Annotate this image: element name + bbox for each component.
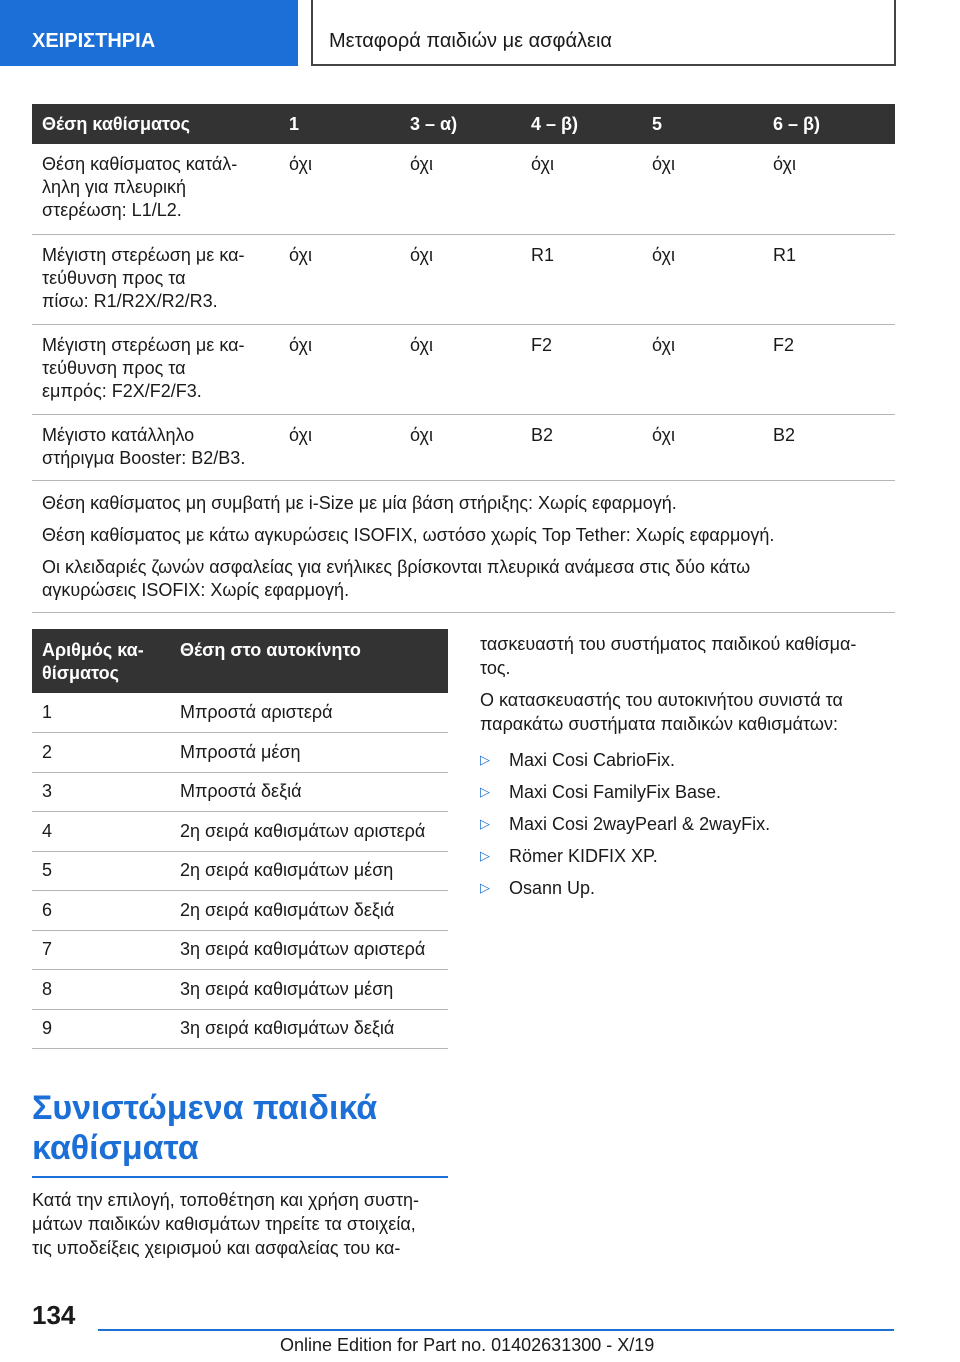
table-cell: όχι [400,144,521,234]
table-cell: όχι [400,414,521,480]
triangle-right-icon: ▷ [480,848,490,863]
list-item [480,776,898,808]
table-row [32,772,448,812]
seat-location: Μπροστά μέση [170,733,448,773]
note-top-tether: Θέση καθίσματος με κάτω αγκυρώσεις ISOFIX, ωστόσο χωρίς Top Tether: Χωρίς εφαρμογή. [42,524,775,545]
table-row [32,1009,448,1049]
list-item-text: Maxi Cosi CabrioFix. [509,750,676,770]
seat-number: 5 [32,851,170,891]
row-label: Μέγιστη στερέωση με κα- τεύθυνση προς τα εμπρός: F2X/F2/F3. [32,324,279,414]
header-col: 1 [279,104,400,144]
table-cell: όχι [521,144,642,234]
seat-location: Μπροστά δεξιά [170,772,448,812]
table-cell: όχι [400,234,521,324]
table-cell: όχι [642,144,763,234]
table-notes-row [32,480,895,612]
triangle-right-icon: ▷ [480,880,490,895]
header-location: Θέση στο αυτοκίνητο [170,629,448,693]
section-body: Κατά την επιλογή, τοποθέτηση και χρήση συστη- μάτων παιδικών καθισμάτων τηρείτε τα στοιχεία, τις υποδείξεις χειρισμού και ασφαλείας του κα- [32,1190,420,1258]
list-item-text: Römer KIDFIX XP. [509,846,658,866]
chapter-title: Μεταφορά παιδιών με ασφάλεια [329,30,612,52]
header-col: 6 – β) [763,104,895,144]
table-cell: B2 [763,414,895,480]
table-row [32,693,448,733]
table-row [32,733,448,773]
list-item-text: Maxi Cosi 2wayPearl & 2wayFix. [509,814,771,834]
list-item [480,872,898,904]
footer-edition: Online Edition for Part no. 01402631300 - X/19 [280,1335,655,1355]
header-col: 3 – α) [400,104,521,144]
table-row [32,414,895,480]
table-row [32,851,448,891]
table-cell: όχι [642,414,763,480]
table-cell: όχι [642,324,763,414]
seat-number: 1 [32,693,170,733]
seat-location: Μπροστά αριστερά [170,693,448,733]
list-item [480,744,898,776]
footer-divider [98,1329,894,1331]
seat-location: 3η σειρά καθισμάτων δεξιά [170,1009,448,1049]
table-row [32,234,895,324]
seat-number: 9 [32,1009,170,1049]
seat-number-table [32,629,448,1049]
table-row [32,891,448,931]
table-cell: F2 [521,324,642,414]
row-label: Μέγιστη στερέωση με κα- τεύθυνση προς τα πίσω: R1/R2X/R2/R3. [32,234,279,324]
note-isize: Θέση καθίσματος μη συμβατή με i-Size με μία βάση στήριξης: Χωρίς εφαρμογή. [42,492,677,513]
table-header-row [32,104,895,144]
seat-location: 2η σειρά καθισμάτων αριστερά [170,812,448,852]
table-cell: όχι [642,234,763,324]
section-title: ΧΕΙΡΙΣΤΗΡΙΑ [32,30,156,52]
table-row [32,930,448,970]
row-label: Μέγιστο κατάλληλο στήριγμα Booster: B2/B3. [32,414,279,480]
table-cell: F2 [763,324,895,414]
note-buckles: Οι κλειδαριές ζωνών ασφαλείας για ενήλικες βρίσκονται πλευρικά ανάμεσα στις δύο κάτω αγκυρώσεις ISOFIX: Χωρίς εφαρμογή. [42,556,751,600]
seat-number: 2 [32,733,170,773]
table-row [32,144,895,234]
list-item [480,808,898,840]
seat-number: 7 [32,930,170,970]
seat-number: 4 [32,812,170,852]
table-notes [32,480,895,612]
triangle-right-icon: ▷ [480,816,490,831]
seat-location: 3η σειρά καθισμάτων μέση [170,970,448,1010]
seat-location: 2η σειρά καθισμάτων μέση [170,851,448,891]
triangle-right-icon: ▷ [480,752,490,767]
seat-number: 6 [32,891,170,931]
right-column [480,632,898,904]
table-row [32,970,448,1010]
table-row [32,812,448,852]
row-label: Θέση καθίσματος κατάλ- ληλη για πλευρική στερέωση: L1/L2. [32,144,279,234]
table-cell: όχι [279,324,400,414]
table-header-row [32,629,448,693]
seat-location: 3η σειρά καθισμάτων αριστερά [170,930,448,970]
table-cell: R1 [763,234,895,324]
table-cell: R1 [521,234,642,324]
recommended-seats-list [480,744,898,904]
table-cell: όχι [279,234,400,324]
header-col: 4 – β) [521,104,642,144]
seat-number: 3 [32,772,170,812]
list-item-text: Maxi Cosi FamilyFix Base. [509,782,722,802]
seat-location: 2η σειρά καθισμάτων δεξιά [170,891,448,931]
table-cell: B2 [521,414,642,480]
table-cell: όχι [400,324,521,414]
table-cell: όχι [279,144,400,234]
page-number: 134 [32,1300,76,1330]
list-item-text: Osann Up. [509,878,596,898]
table-cell: όχι [279,414,400,480]
section-heading: Συνιστώμενα παιδικά καθίσματα [32,1088,448,1178]
header-seat-position: Θέση καθίσματος [32,104,279,144]
compatibility-table [32,104,895,613]
header-col: 5 [642,104,763,144]
continued-paragraph: τασκευαστή του συστήματος παιδικού καθίσμα- τος. [480,634,857,678]
triangle-right-icon: ▷ [480,784,490,799]
chapter-header [311,0,896,66]
list-item [480,840,898,872]
table-cell: όχι [763,144,895,234]
section-tab [0,0,298,66]
seat-number: 8 [32,970,170,1010]
header-seat-number: Αριθμός κα- θίσματος [32,629,170,693]
table-row [32,324,895,414]
recommendation-paragraph: Ο κατασκευαστής του αυτοκινήτου συνιστά τα παρακάτω συστήματα παιδικών καθισμάτων: [480,690,843,734]
